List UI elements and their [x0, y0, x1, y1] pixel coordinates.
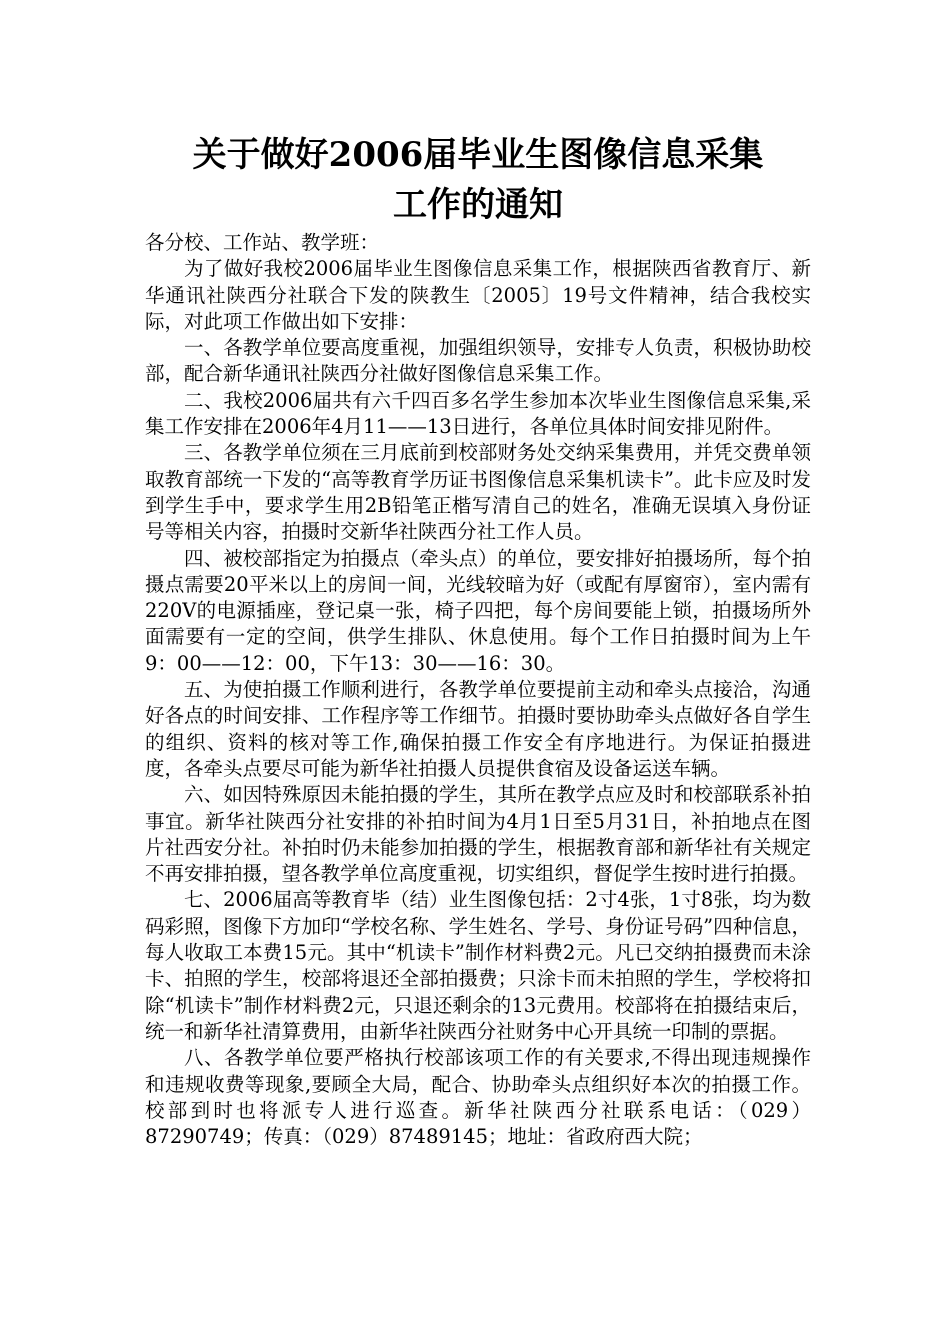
- paragraph-item-4: 四、被校部指定为拍摄点（牵头点）的单位，要安排好拍摄场所，每个拍摄点需要20平米以上的房间一间，光线较暗为好（或配有厚窗帘），室内需有220V的电源插座，登记桌一张，椅子四把，每个房间要能上锁，拍摄场所外面需要有一定的空间，供学生排队、休息使用。每个工作日拍摄时间为上午9：00——12：00，下午13：30——16：30。: [145, 546, 811, 675]
- paragraph-intro: 为了做好我校2006届毕业生图像信息采集工作，根据陕西省教育厅、新华通讯社陕西分社联合下发的陕教生〔2005〕19号文件精神，结合我校实际，对此项工作做出如下安排：: [145, 257, 811, 333]
- paragraph-item-7: 七、2006届高等教育毕（结）业生图像包括：2寸4张，1寸8张，均为数码彩照，图像下方加印“学校名称、学生姓名、学号、身份证号码”四种信息，每人收取工本费15元。其中“机读卡”制作材料费2元。凡已交纳拍摄费而未涂卡、拍照的学生，校部将退还全部拍摄费；只涂卡而未拍照的学生，学校将扣除“机读卡”制作材料费2元，只退还剩余的13元费用。校部将在拍摄结束后，统一和新华社清算费用，由新华社陕西分社财务中心开具统一印制的票据。: [145, 888, 811, 1043]
- paragraph-item-2: 二、我校2006届共有六千四百多名学生参加本次毕业生图像信息采集,采集工作安排在2006年4月11——13日进行，各单位具体时间安排见附件。: [145, 388, 811, 439]
- paragraph-item-1: 一、各教学单位要高度重视，加强组织领导，安排专人负责，积极协助校部，配合新华通讯社陕西分社做好图像信息采集工作。: [145, 336, 811, 386]
- paragraph-item-3: 三、各教学单位须在三月底前到校部财务处交纳采集费用，并凭交费单领取教育部统一下发的“高等教育学历证书图像信息采集机读卡”。此卡应及时发到学生手中，要求学生用2B铅笔正楷写清自己的姓名，准确无误填入身份证号等相关内容，拍摄时交新华社陕西分社工作人员。: [145, 441, 811, 544]
- document-page: [145, 130, 811, 1150]
- paragraph-item-6: 六、如因特殊原因未能拍摄的学生，其所在教学点应及时和校部联系补拍事宜。新华社陕西分社安排的补拍时间为4月1日至5月31日，补拍地点在图片社西安分社。补拍时仍未能参加拍摄的学生，根据教育部和新华社有关规定不再安排拍摄，望各教学单位高度重视，切实组织，督促学生按时进行拍摄。: [145, 783, 811, 886]
- salutation: 各分校、工作站、教学班：: [145, 231, 380, 254]
- document-title: [125, 130, 831, 230]
- title-line-1: 关于做好2006届毕业生图像信息采集: [192, 135, 764, 175]
- paragraph-item-5: 五、为使拍摄工作顺利进行，各教学单位要提前主动和牵头点接洽，沟通好各点的时间安排、工作程序等工作细节。拍摄时要协助牵头点做好各自学生的组织、资料的核对等工作,确保拍摄工作安全有序地进行。为保证拍摄进度，各牵头点要尽可能为新华社拍摄人员提供食宿及设备运送车辆。: [145, 678, 811, 780]
- paragraph-item-8: 八、各教学单位要严格执行校部该项工作的有关要求,不得出现违规操作和违规收费等现象,要顾全大局，配合、协助牵头点组织好本次的拍摄工作。校部到时也将派专人进行巡查。新华社陕西分社联系电话：（029）87290749；传真：（029）87489145；地址：省政府西大院；: [145, 1046, 811, 1149]
- title-line-2: 工作的通知: [393, 185, 563, 225]
